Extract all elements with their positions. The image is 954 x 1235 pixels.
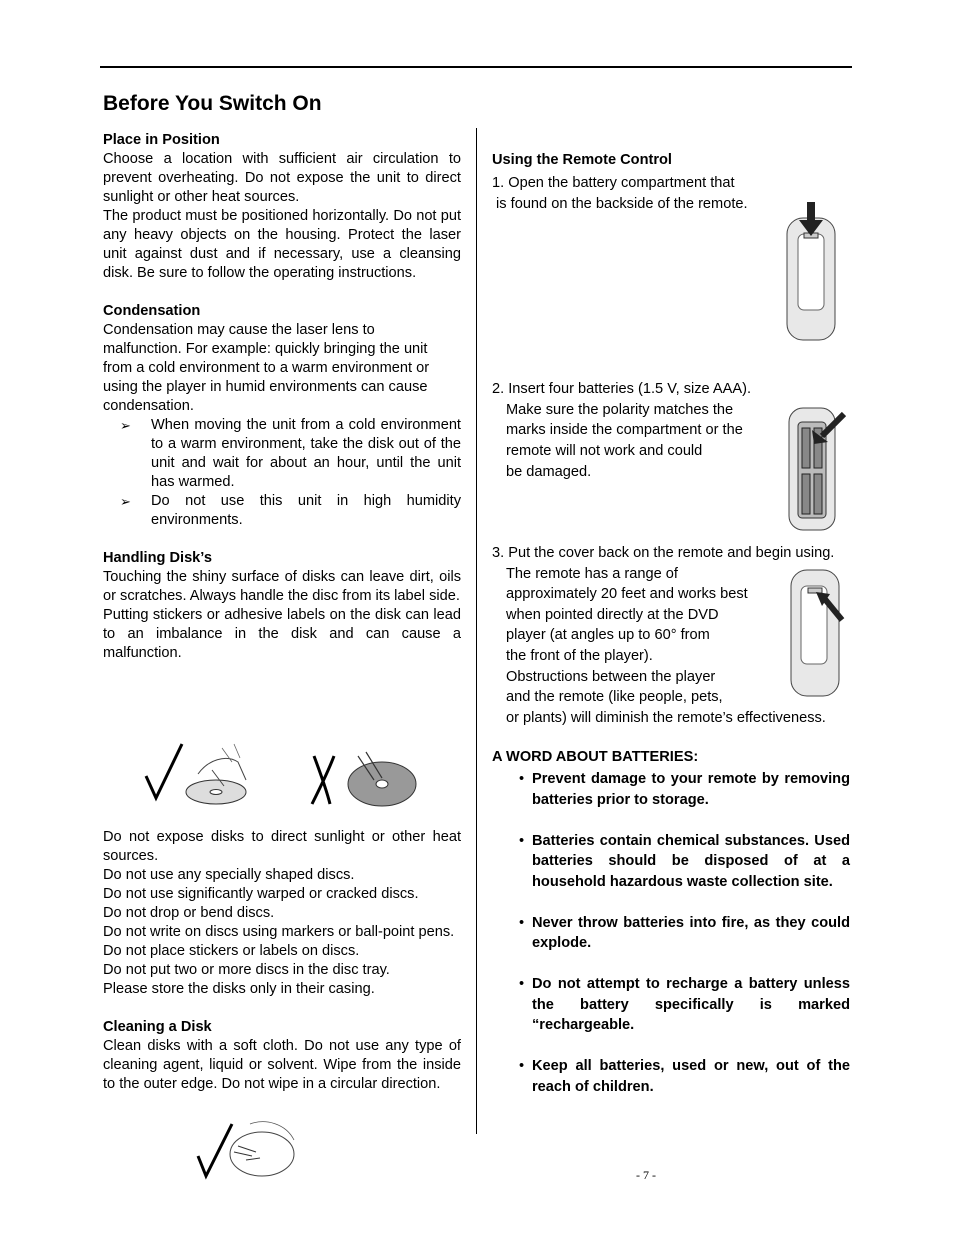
page-title: Before You Switch On [103,92,322,115]
step-3-line: player (at angles up to 60° from [506,627,710,644]
remote-open-illustration [784,200,840,342]
condensation-line: using the player in humid environments can cause [103,379,428,395]
step-1-line: is found on the backside of the remote. [492,196,748,212]
batteries-heading: A WORD ABOUT BATTERIES: [492,749,699,765]
place-heading: Place in Position [103,132,220,148]
handling-paragraph-1: Touching the shiny surface of disks can leave dirt, oils or scratches. Always handle the disc from its label side. [103,569,461,604]
incorrect-handling-illustration [308,748,420,810]
condensation-line: malfunction. For example: quickly bringing the unit [103,341,428,357]
remote-batteries-illustration [786,404,846,532]
cleaning-illustration [194,1116,298,1182]
correct-handling-illustration [142,740,252,812]
place-paragraph-1: Choose a location with sufficient air circulation to prevent overheating. Do not expose the unit to direct sunlight or other heat sources. [103,151,461,205]
step-3-line: or plants) will diminish the remote’s effectiveness. [506,709,826,726]
dont-line: Do not put two or more discs in the disc tray. [103,962,390,978]
handling-heading: Handling Disk’s [103,550,212,566]
dont-line: Do not drop or bend discs. [103,905,275,921]
list-item: ➢ Do not use this unit in high humidity environments. [103,492,461,530]
step-3-line: the front of the player). [506,647,653,664]
dont-line: Do not expose disks to direct sunlight or other heat sources. [103,829,461,864]
step-2-line: marks inside the compartment or the [506,422,743,439]
step-2-line: 2. Insert four batteries (1.5 V, size AAA). [492,381,752,397]
step-2-line: remote will not work and could [506,443,703,460]
list-item: • Keep all batteries, used or new, out of the reach of children. [492,1056,850,1097]
left-column [103,131,461,663]
list-item: • Prevent damage to your remote by removing batteries prior to storage. [492,769,850,810]
dont-line: Do not use significantly warped or cracked discs. [103,886,419,902]
step-2-line: be damaged. [506,463,592,480]
remote-heading: Using the Remote Control [492,152,672,168]
remote-close-illustration [788,568,846,700]
step-2 [492,379,751,483]
list-item: • Never throw batteries into fire, as they could explode. [492,913,850,954]
step-2-line: Make sure the polarity matches the [506,401,734,418]
condensation-heading: Condensation [103,303,201,319]
list-item: • Do not attempt to recharge a battery unless the battery specifically is marked “rechargeable. [492,974,850,1036]
column-divider [476,128,477,1134]
list-item: • Batteries contain chemical substances. Used batteries should be disposed of at a household hazardous waste collection site. [492,831,850,893]
dont-line: Do not write on discs using markers or ball-point pens. [103,924,455,940]
top-rule [100,66,852,68]
condensation-line: Condensation may cause the laser lens to [103,322,375,338]
dont-line: Do not use any specially shaped discs. [103,867,355,883]
step-3-line: 3. Put the cover back on the remote and begin using. [492,545,835,561]
cleaning-paragraph: Clean disks with a soft cloth. Do not use any type of cleaning agent, liquid or solvent. Wipe from the inside to the outer edge. Do not wipe in a circular direction. [103,1038,461,1092]
handling-paragraph-2: Putting stickers or adhesive labels on the disk can lead to an imbalance in the disk and can cause a malfunction. [103,607,461,661]
step-1 [492,173,748,215]
condensation-line: from a cold environment to a warm environment or [103,360,430,376]
step-3-line: when pointed directly at the DVD [506,606,719,623]
step-1-line: 1. Open the battery compartment that [492,175,735,191]
condensation-line: condensation. [103,398,194,414]
dont-line: Please store the disks only in their casing. [103,981,375,997]
dont-line: Do not place stickers or labels on discs. [103,943,360,959]
place-paragraph-2: The product must be positioned horizontally. Do not put any heavy objects on the housing. Protect the laser unit against dust and if necessary, use a cleansing disk. Be sure to follow the operating instructions. [103,208,461,281]
step-3-line: Obstructions between the player [506,668,716,685]
step-3 [492,543,834,728]
step-3-line: and the remote (like people, pets, [506,689,723,706]
batteries-list [492,769,850,1118]
step-3-line: The remote has a range of [506,565,678,582]
disk-care-block [103,828,461,1094]
step-3-line: approximately 20 feet and works best [506,586,748,603]
page-number: - 7 - [636,1168,656,1182]
cleaning-heading: Cleaning a Disk [103,1019,212,1035]
condensation-list [103,416,461,530]
list-item: ➢ When moving the unit from a cold environment to a warm environment, take the disk out of the unit and wait for about an hour, until the unit has warmed. [103,416,461,492]
